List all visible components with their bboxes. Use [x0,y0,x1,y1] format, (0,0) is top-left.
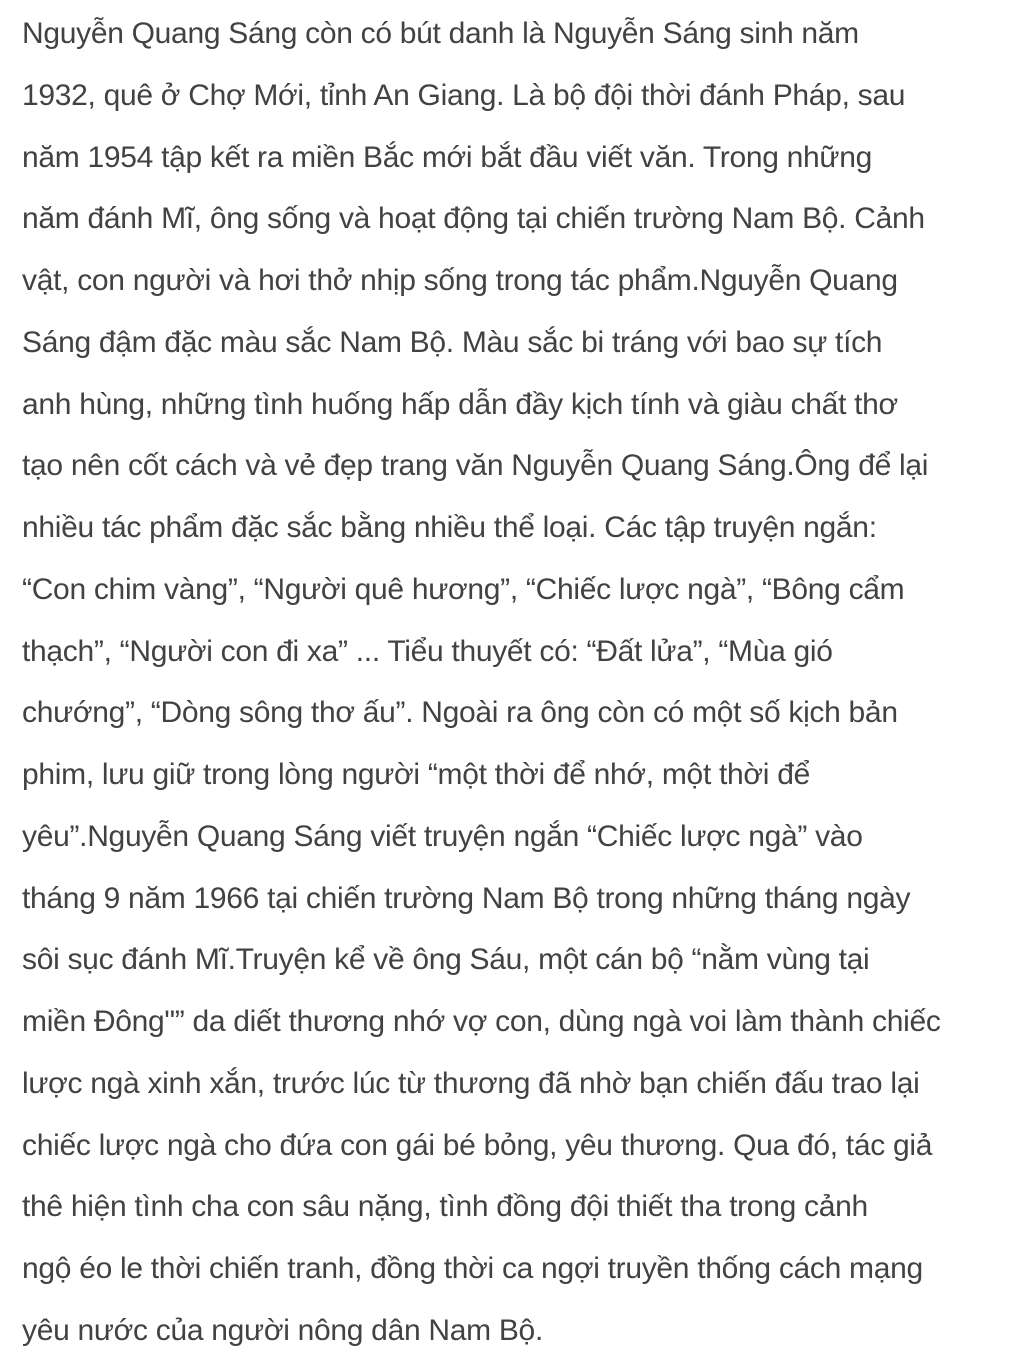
text-line: Nguyễn Quang Sáng còn có bút danh là Nguyễn Sáng sinh năm [22,17,859,50]
text-line: ngộ éo le thời chiến tranh, đồng thời ca ngợi truyền thống cách mạng [22,1252,923,1285]
text-line: năm đánh Mĩ, ông sống và hoạt động tại chiến trường Nam Bộ. Cảnh [22,202,925,236]
document-body [22,0,1022,1362]
text-line: sôi sục đánh Mĩ.Truyện kể về ông Sáu, một cán bộ “nằm vùng tại [22,943,870,977]
text-line: “Con chim vàng”, “Người quê hương”, “Chiếc lược ngà”, “Bông cẩm [22,572,905,606]
text-line: yêu”.Nguyễn Quang Sáng viết truyện ngắn “Chiếc lược ngà” vào [22,819,863,853]
text-line: anh hùng, những tình huống hấp dẫn đầy kịch tính và giàu chất thơ [22,387,898,421]
text-line: Sáng đậm đặc màu sắc Nam Bộ. Màu sắc bi tráng với bao sự tích [22,325,883,359]
text-line: miền Đông"” da diết thương nhớ vợ con, dùng ngà voi làm thành chiếc [22,1005,941,1038]
text-line: vật, con người và hơi thở nhịp sống trong tác phẩm.Nguyễn Quang [22,264,898,297]
text-line: lược ngà xinh xắn, trước lúc từ thương đã nhờ bạn chiến đấu trao lại [22,1066,920,1100]
text-line: yêu nước của người nông dân Nam Bộ. [22,1313,543,1347]
text-line: thê hiện tình cha con sâu nặng, tình đồng đội thiết tha trong cảnh [22,1190,868,1224]
text-line: tạo nên cốt cách và vẻ đẹp trang văn Nguyễn Quang Sáng.Ông để lại [22,449,929,483]
text-line: thạch”, “Người con đi xa” ... Tiểu thuyết có: “Đất lửa”, “Mùa gió [22,634,833,668]
text-line: năm 1954 tập kết ra miền Bắc mới bắt đầu viết văn. Trong những [22,140,872,174]
text-line: 1932, quê ở Chợ Mới, tỉnh An Giang. Là bộ đội thời đánh Pháp, sau [22,78,906,112]
text-line: phim, lưu giữ trong lòng người “một thời để nhớ, một thời để [22,758,810,791]
text-line: chướng”, “Dòng sông thơ ấu”. Ngoài ra ông còn có một số kịch bản [22,696,898,730]
text-line: chiếc lược ngà cho đứa con gái bé bỏng, yêu thương. Qua đó, tác giả [22,1128,933,1162]
text-line: tháng 9 năm 1966 tại chiến trường Nam Bộ trong những tháng ngày [22,881,911,915]
text-line: nhiều tác phẩm đặc sắc bằng nhiều thể loại. Các tập truyện ngắn: [22,511,877,544]
